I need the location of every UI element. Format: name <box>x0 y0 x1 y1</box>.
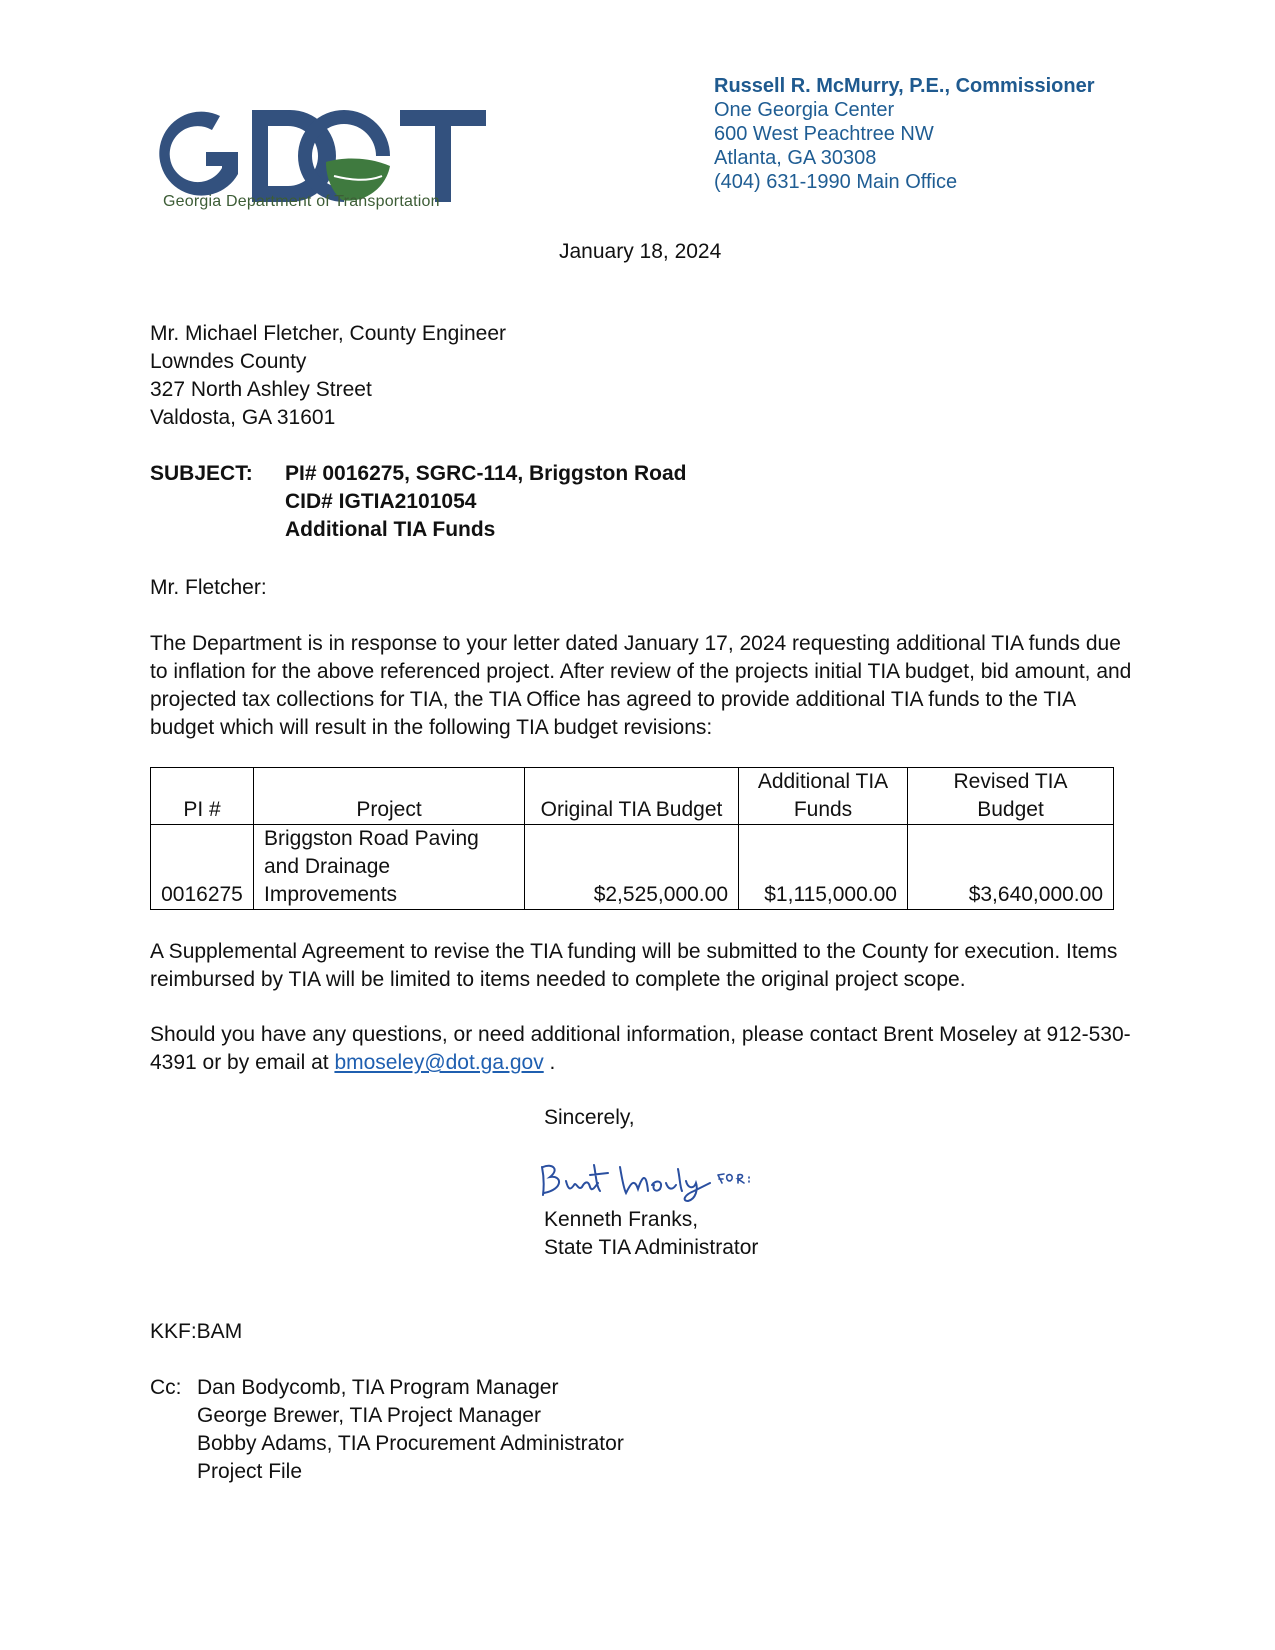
table-row <box>151 825 1114 910</box>
recipient-line: 327 North Ashley Street <box>150 378 372 401</box>
header-original-budget: Original TIA Budget <box>525 768 739 825</box>
body-paragraph-1: The Department is in response to your letter dated January 17, 2024 requesting additional TIA funds due to inflation for the above referenced project. After review of the projects initial TIA budget, bid amount, and projected tax collections for TIA, the TIA Office has agreed to provide additional TIA funds to the TIA budget which will result in the following TIA budget revisions: <box>150 632 1132 739</box>
logo-caption: Georgia Department of Transportation <box>163 193 440 210</box>
address-line: Atlanta, GA 30308 <box>714 147 877 169</box>
reference-initials: KKF:BAM <box>150 1320 243 1343</box>
address-line: 600 West Peachtree NW <box>714 123 934 145</box>
contact-text: Should you have any questions, or need additional information, please contact Brent Moseley at 912-530-4391 or by email at <box>150 1023 1131 1074</box>
recipient-line: Valdosta, GA 31601 <box>150 406 336 429</box>
table-header-row <box>151 768 1114 825</box>
recipient-line: Mr. Michael Fletcher, County Engineer <box>150 322 506 345</box>
subject-label: SUBJECT: <box>150 462 253 485</box>
cell-original-budget: $2,525,000.00 <box>525 825 739 910</box>
body-paragraph-3 <box>150 1021 1140 1077</box>
cell-project: Briggston Road Paving and Drainage Improvements <box>254 825 525 910</box>
subject-line: Additional TIA Funds <box>285 518 496 541</box>
address-line: One Georgia Center <box>714 99 895 121</box>
recipient-line: Lowndes County <box>150 350 307 373</box>
commissioner-address-block <box>714 74 1095 194</box>
commissioner-name: Russell R. McMurry, P.E., Commissioner <box>714 75 1095 97</box>
salutation: Mr. Fletcher: <box>150 576 267 599</box>
subject-line: PI# 0016275, SGRC-114, Briggston Road <box>285 462 687 485</box>
header-revised-budget: Revised TIA Budget <box>908 768 1114 825</box>
cc-recipient: Dan Bodycomb, TIA Program Manager <box>197 1376 559 1399</box>
handwritten-signature <box>538 1155 768 1205</box>
cc-label: Cc: <box>150 1376 182 1399</box>
header-project: Project <box>254 768 525 825</box>
cc-recipient: George Brewer, TIA Project Manager <box>197 1404 541 1427</box>
cc-recipient: Project File <box>197 1460 303 1483</box>
closing: Sincerely, <box>544 1106 635 1129</box>
header-pi: PI # <box>151 768 254 825</box>
recipient-address <box>150 320 506 432</box>
cell-pi: 0016275 <box>151 825 254 910</box>
signer-block <box>544 1206 758 1262</box>
budget-table <box>150 767 1114 910</box>
cell-revised-budget: $3,640,000.00 <box>908 825 1114 910</box>
logo-letter-g <box>159 112 238 196</box>
signer-name: Kenneth Franks, <box>544 1208 699 1231</box>
header-additional-funds: Additional TIA Funds <box>739 768 908 825</box>
email-link[interactable]: bmoseley@dot.ga.gov <box>334 1051 544 1074</box>
cell-additional-funds: $1,115,000.00 <box>739 825 908 910</box>
subject-line: CID# IGTIA2101054 <box>285 490 477 513</box>
cc-recipient: Bobby Adams, TIA Procurement Administrator <box>197 1432 624 1455</box>
logo-letter-t <box>400 110 486 202</box>
contact-text-end: . <box>543 1051 556 1074</box>
address-line: (404) 631-1990 Main Office <box>714 171 958 193</box>
signer-title: State TIA Administrator <box>544 1236 759 1259</box>
body-paragraph-2: A Supplemental Agreement to revise the TIA funding will be submitted to the County for execution. Items reimbursed by TIA will be limited to items needed to complete the original project scope. <box>150 940 1118 991</box>
letter-date: January 18, 2024 <box>559 240 722 263</box>
